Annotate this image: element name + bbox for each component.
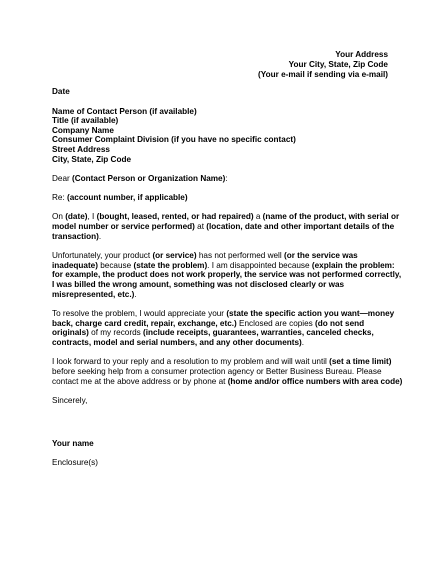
closing-text: Sincerely, (52, 396, 88, 406)
re-value: (account number, if applicable) (67, 192, 188, 202)
sender-city-state-zip: Your City, State, Zip Code (288, 60, 388, 69)
paragraph-3: To resolve the problem, I would appreciate your (state the specific action you want—money back, charge card credit, repair, exchange, etc.) Enclosed are copies (do not send originals) of my records (include receipts, guarantees, warranties, canceled checks, contracts, model and serial numbers, and any other documents). (52, 309, 395, 347)
paragraph-4: I look forward to your reply and a resolution to my problem and will wait until (set a time limit) before seeking help from a consumer protection agency or Better Business Bureau. Please contact me at the above address or by phone at (home and/or office numbers with area code) (52, 357, 403, 386)
sender-address-block (258, 50, 388, 80)
salutation-name: (Contact Person or Organization Name) (72, 174, 226, 184)
letter-body (52, 87, 403, 468)
sender-email: (Your e-mail if sending via e-mail) (258, 70, 388, 79)
recipient-division: Consumer Complaint Division (if you have no specific contact) (52, 135, 296, 145)
enclosure-block (52, 458, 392, 468)
recipient-company: Company Name (52, 125, 114, 135)
signature-block (52, 439, 392, 449)
recipient-city: City, State, Zip Code (52, 154, 131, 164)
salutation-prefix: Dear (52, 174, 73, 184)
signature-name: Your name (52, 438, 94, 448)
letter-date: Date (52, 87, 70, 96)
enclosure-text: Enclosure(s) (52, 458, 98, 468)
recipient-street: Street Address (52, 144, 110, 154)
re-prefix: Re: (52, 192, 68, 202)
salutation (52, 174, 392, 184)
paragraph-2: Unfortunately, your product (or service) has not performed well (or the service was inadequate) because (state the problem). I am disappointed because (explain the problem: for example, the product does not work properly, the service was not performed correctly, I was billed the wrong amount, something was not disclosed clearly or was misrepresented, etc.). (52, 251, 402, 299)
closing (52, 396, 392, 406)
reference-line (52, 193, 392, 203)
recipient-address-block (52, 107, 392, 165)
sender-address: Your Address (335, 50, 388, 59)
recipient-title: Title (if available) (52, 116, 119, 126)
salutation-suffix: : (225, 174, 228, 184)
paragraph-1: On (date), I (bought, leased, rented, or had repaired) a (name of the product, with serial or model number or service performed) at (location, date and other important details of the transaction). (52, 212, 400, 241)
recipient-name: Name of Contact Person (if available) (52, 106, 197, 116)
